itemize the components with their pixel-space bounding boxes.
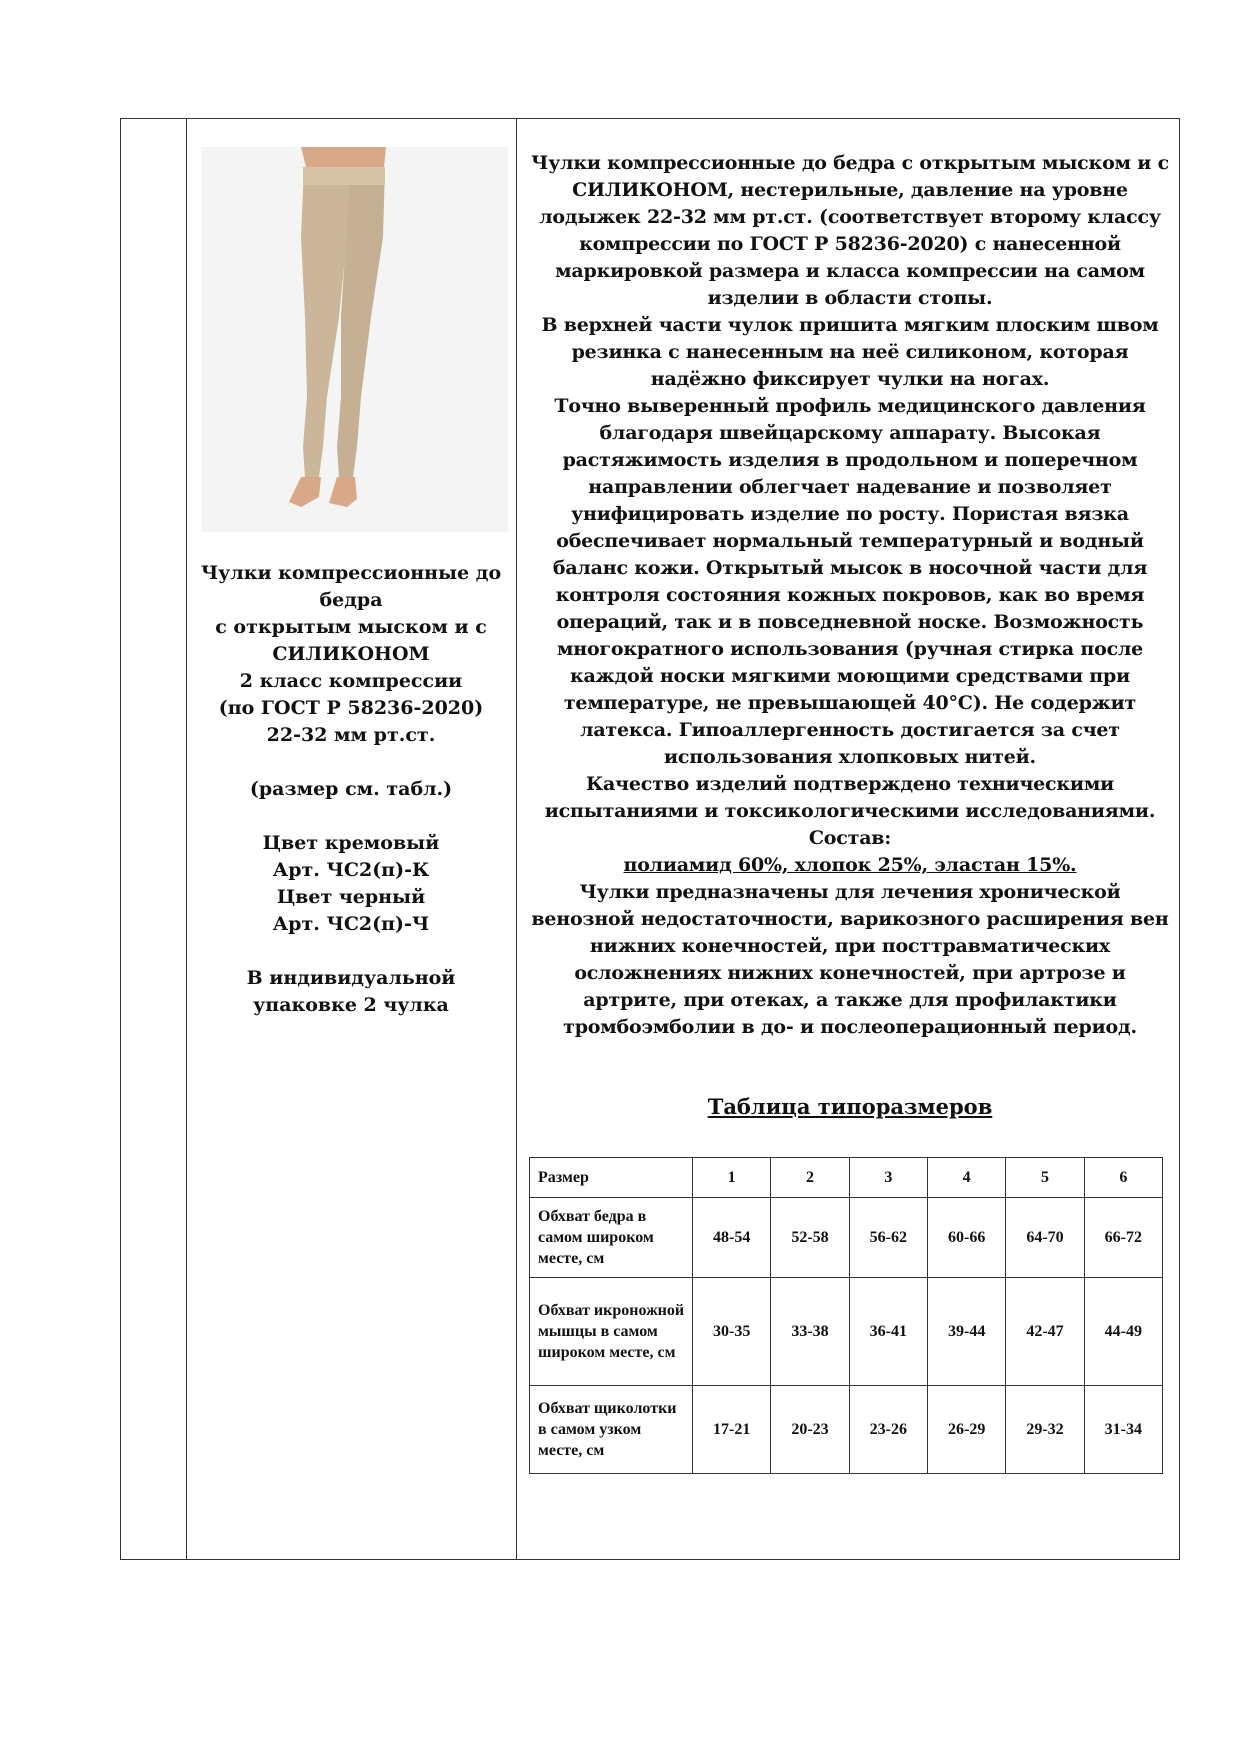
row-label: Обхват бедра в самом широком месте, см <box>530 1198 693 1278</box>
packaging-line: упаковке 2 чулка <box>253 994 449 1016</box>
column-divider <box>516 119 517 1559</box>
color-cream: Цвет кремовый <box>262 832 440 854</box>
article-black: Арт. ЧС2(п)-Ч <box>272 913 430 935</box>
standard-reference: (по ГОСТ Р 58236-2020) <box>218 697 484 719</box>
table-row <box>530 1386 1163 1474</box>
table-cell: 31-34 <box>1084 1386 1162 1474</box>
product-name-line: с открытым мыском и с <box>215 616 487 638</box>
packaging-line: В индивидуальной <box>246 967 456 989</box>
table-cell: 39-44 <box>927 1278 1005 1386</box>
description-line: унифицировать изделие по росту. Пористая вязка <box>571 503 1129 525</box>
description-line: В верхней части чулок пришита мягким плоским швом <box>541 314 1159 336</box>
size-table <box>529 1157 1163 1474</box>
product-photo <box>201 147 508 532</box>
description-line: Состав: <box>808 827 892 849</box>
usage-line: тромбоэмболии в до- и послеоперационный период. <box>563 1016 1137 1038</box>
description-line: каждой носки мягкими моющими средствами при <box>570 665 1130 687</box>
table-cell: 42-47 <box>1006 1278 1084 1386</box>
description-line: маркировкой размера и класса компрессии на самом <box>555 260 1145 282</box>
size-table-title: Таблица типоразмеров <box>707 1094 993 1119</box>
compression-class: 2 класс компрессии <box>239 670 463 692</box>
description-line: резинка с нанесенным на неё силиконом, которая <box>571 341 1129 363</box>
table-cell: 6 <box>1084 1158 1162 1198</box>
stockings-illustration <box>201 147 508 532</box>
usage-line: нижних конечностей, при посттравматических <box>589 935 1111 957</box>
description-line: температуре, не превышающей 40°С). Не содержит <box>563 692 1137 714</box>
table-cell: 4 <box>927 1158 1005 1198</box>
description-line: баланс кожи. Открытый мысок в носочной части для <box>552 557 1148 579</box>
description-line: благодаря швейцарскому аппарату. Высокая <box>599 422 1101 444</box>
product-name-line: бедра <box>319 589 383 611</box>
table-header-row <box>530 1158 1163 1198</box>
column-divider <box>186 119 187 1559</box>
usage-line: Чулки предназначены для лечения хронической <box>579 881 1121 903</box>
description-line: контроля состояния кожных покровов, как во время <box>555 584 1145 606</box>
row-label: Обхват щиколотки в самом узком месте, см <box>530 1386 693 1474</box>
table-row <box>530 1278 1163 1386</box>
table-cell: 29-32 <box>1006 1386 1084 1474</box>
description-line: испытаниями и токсикологическими исследованиями. <box>544 800 1156 822</box>
article-cream: Арт. ЧС2(п)-К <box>272 859 430 881</box>
description-line: направлении облегчает надевание и позволяет <box>588 476 1112 498</box>
table-cell: 2 <box>771 1158 849 1198</box>
description-line: СИЛИКОНОМ, нестерильные, давление на уровне <box>572 179 1128 201</box>
usage-line: венозной недостаточности, варикозного расширения вен <box>531 908 1169 930</box>
usage-line: осложнениях нижних конечностей, при артрозе и <box>574 962 1126 984</box>
table-cell: 30-35 <box>693 1278 771 1386</box>
description-line: растяжимость изделия в продольном и поперечном <box>562 449 1138 471</box>
table-cell: 1 <box>693 1158 771 1198</box>
description-line: компрессии по ГОСТ Р 58236-2020) с нанесенной <box>579 233 1121 255</box>
table-cell: 56-62 <box>849 1198 927 1278</box>
table-cell: 66-72 <box>1084 1198 1162 1278</box>
description-line: Чулки компрессионные до бедра с открытым мыском и с <box>531 152 1169 174</box>
table-cell: 48-54 <box>693 1198 771 1278</box>
description-line: Точно выверенный профиль медицинского давления <box>554 395 1146 417</box>
product-name-line: СИЛИКОНОМ <box>272 643 430 665</box>
table-cell: 20-23 <box>771 1386 849 1474</box>
description-line: латекса. Гипоаллергенность достигается за счет <box>580 719 1120 741</box>
description-line: лодыжек 22-32 мм рт.ст. (соответствует второму классу <box>539 206 1161 228</box>
table-cell: 52-58 <box>771 1198 849 1278</box>
table-cell: 64-70 <box>1006 1198 1084 1278</box>
description-line: обеспечивает нормальный температурный и водный <box>556 530 1144 552</box>
table-cell: 17-21 <box>693 1386 771 1474</box>
product-name-line: Чулки компрессионные до <box>200 562 502 584</box>
table-cell: 33-38 <box>771 1278 849 1386</box>
pressure-range: 22-32 мм рт.ст. <box>266 724 436 746</box>
table-cell: 60-66 <box>927 1198 1005 1278</box>
color-black: Цвет черный <box>276 886 426 908</box>
table-row <box>530 1198 1163 1278</box>
description-line: Качество изделий подтверждено техническими <box>585 773 1115 795</box>
product-summary <box>188 560 514 1019</box>
table-cell: 36-41 <box>849 1278 927 1386</box>
description-line: надёжно фиксирует чулки на ногах. <box>650 368 1050 390</box>
composition: полиамид 60%, хлопок 25%, эластан 15%. <box>623 854 1077 876</box>
table-cell: 44-49 <box>1084 1278 1162 1386</box>
product-description <box>524 150 1176 1041</box>
table-cell: 23-26 <box>849 1386 927 1474</box>
size-note: (размер см. табл.) <box>249 778 453 800</box>
table-cell: 5 <box>1006 1158 1084 1198</box>
description-line: операций, так и в повседневной носке. Возможность <box>556 611 1144 633</box>
description-line: многократного использования (ручная стирка после <box>556 638 1144 660</box>
usage-line: артрите, при отеках, а также для профилактики <box>583 989 1117 1011</box>
description-line: использования хлопковых нитей. <box>664 746 1036 768</box>
row-label: Размер <box>530 1158 693 1198</box>
table-cell: 26-29 <box>927 1386 1005 1474</box>
description-line: изделии в области стопы. <box>707 287 993 309</box>
row-label: Обхват икроножной мышцы в самом широком месте, см <box>530 1278 693 1386</box>
table-cell: 3 <box>849 1158 927 1198</box>
